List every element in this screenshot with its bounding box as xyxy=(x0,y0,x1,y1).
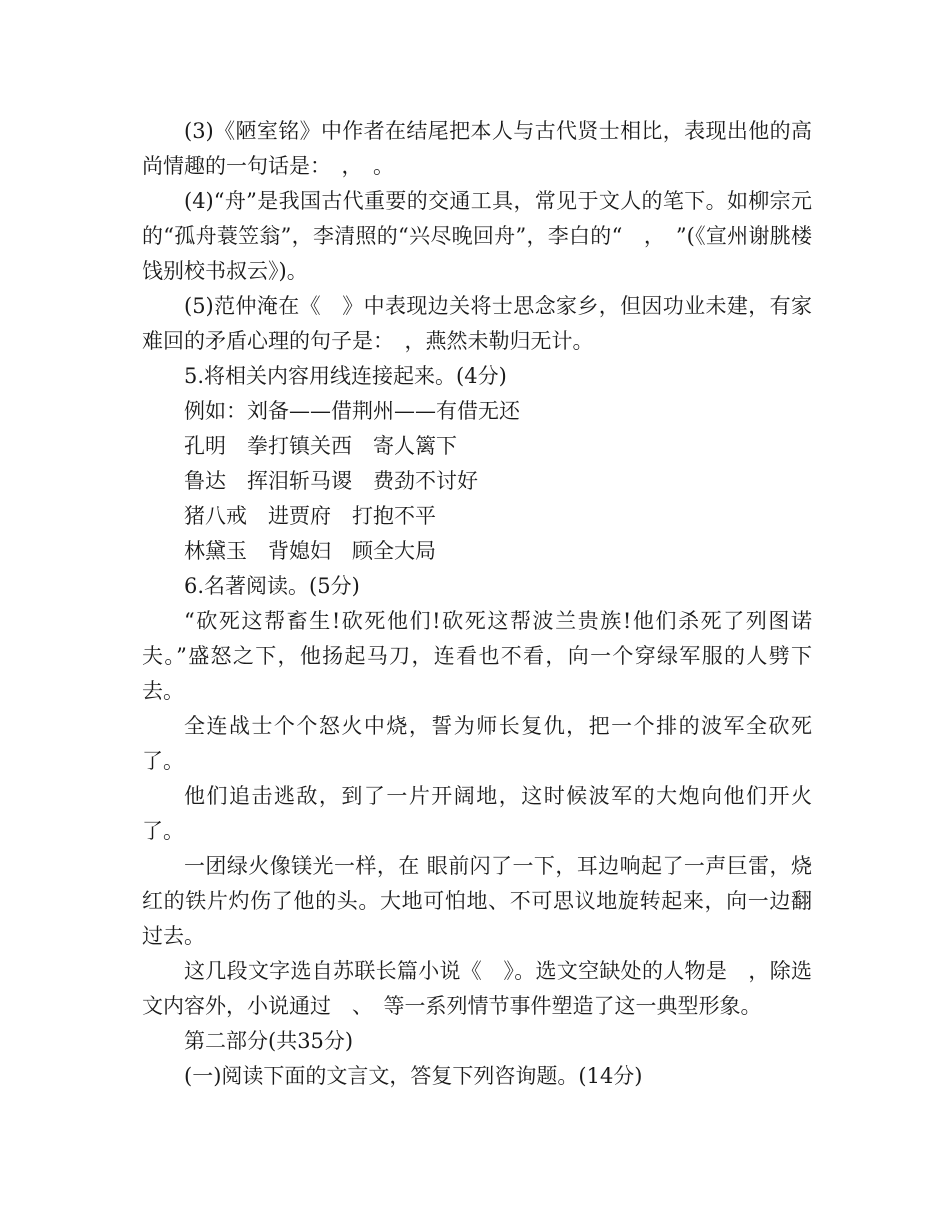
paragraph-q5-fan-zhongyan: (5)范仲淹在《 》中表现边关将士思念家乡，但因功业未建，有家难回的矛盾心理的句子是： ，燕然未勒归无计。 xyxy=(142,294,812,353)
classical-chinese-section-heading: (一)阅读下面的文言文，答复下列咨询题。(14分) xyxy=(184,1064,643,1088)
excerpt-paragraph-3: 他们追击逃敌，到了一片开阔地，这时候波军的大炮向他们开火了。 xyxy=(142,784,812,843)
matching-row-zhubajie: 猪八戒 进贾府 打抱不平 xyxy=(184,504,436,528)
part-two-heading: 第二部分(共35分) xyxy=(184,1029,354,1053)
matching-row-luda: 鲁达 挥泪斩马谡 费劲不讨好 xyxy=(184,469,478,493)
document-body xyxy=(142,114,812,1094)
excerpt-paragraph-4: 一团绿火像镁光一样，在 眼前闪了一下，耳边响起了一声巨雷，烧红的铁片灼伤了他的头。大地可怕地、不可思议地旋转起来，向一边翻过去。 xyxy=(142,854,812,948)
excerpt-paragraph-1: “砍死这帮畜生!砍死他们!砍死这帮波兰贵族!他们杀死了列图诺夫。”盛怒之下，他扬起马刀，连看也不看，向一个穿绿军服的人劈下去。 xyxy=(142,609,812,703)
matching-example: 例如：刘备——借荆州——有借无还 xyxy=(184,399,520,423)
question-6-prompt: 这几段文字选自苏联长篇小说《 》。选文空缺处的人物是 ，除选文内容外，小说通过 、 等一系列情节事件塑造了这一典型形象。 xyxy=(142,959,812,1018)
matching-row-kongming: 孔明 拳打镇关西 寄人篱下 xyxy=(184,434,457,458)
matching-row-lindaiyu: 林黛玉 背媳妇 顾全大局 xyxy=(184,539,436,563)
excerpt-paragraph-2: 全连战士个个怒火中烧，誓为师长复仇，把一个排的波军全砍死了。 xyxy=(142,714,812,773)
paragraph-q4-zhou: (4)“舟”是我国古代重要的交通工具，常见于文人的笔下。如柳宗元的“孤舟蓑笠翁”，李清照的“兴尽晚回舟”，李白的“ ， ”(《宣州谢朓楼饯别校书叔云》)。 xyxy=(142,189,812,283)
paragraph-q3-loushiming: (3)《陋室铭》中作者在结尾把本人与古代贤士相比，表现出他的高尚情趣的一句话是： ， 。 xyxy=(142,119,812,178)
question-5-heading: 5.将相关内容用线连接起来。(4分) xyxy=(184,364,507,388)
question-6-heading: 6.名著阅读。(5分) xyxy=(184,574,360,598)
